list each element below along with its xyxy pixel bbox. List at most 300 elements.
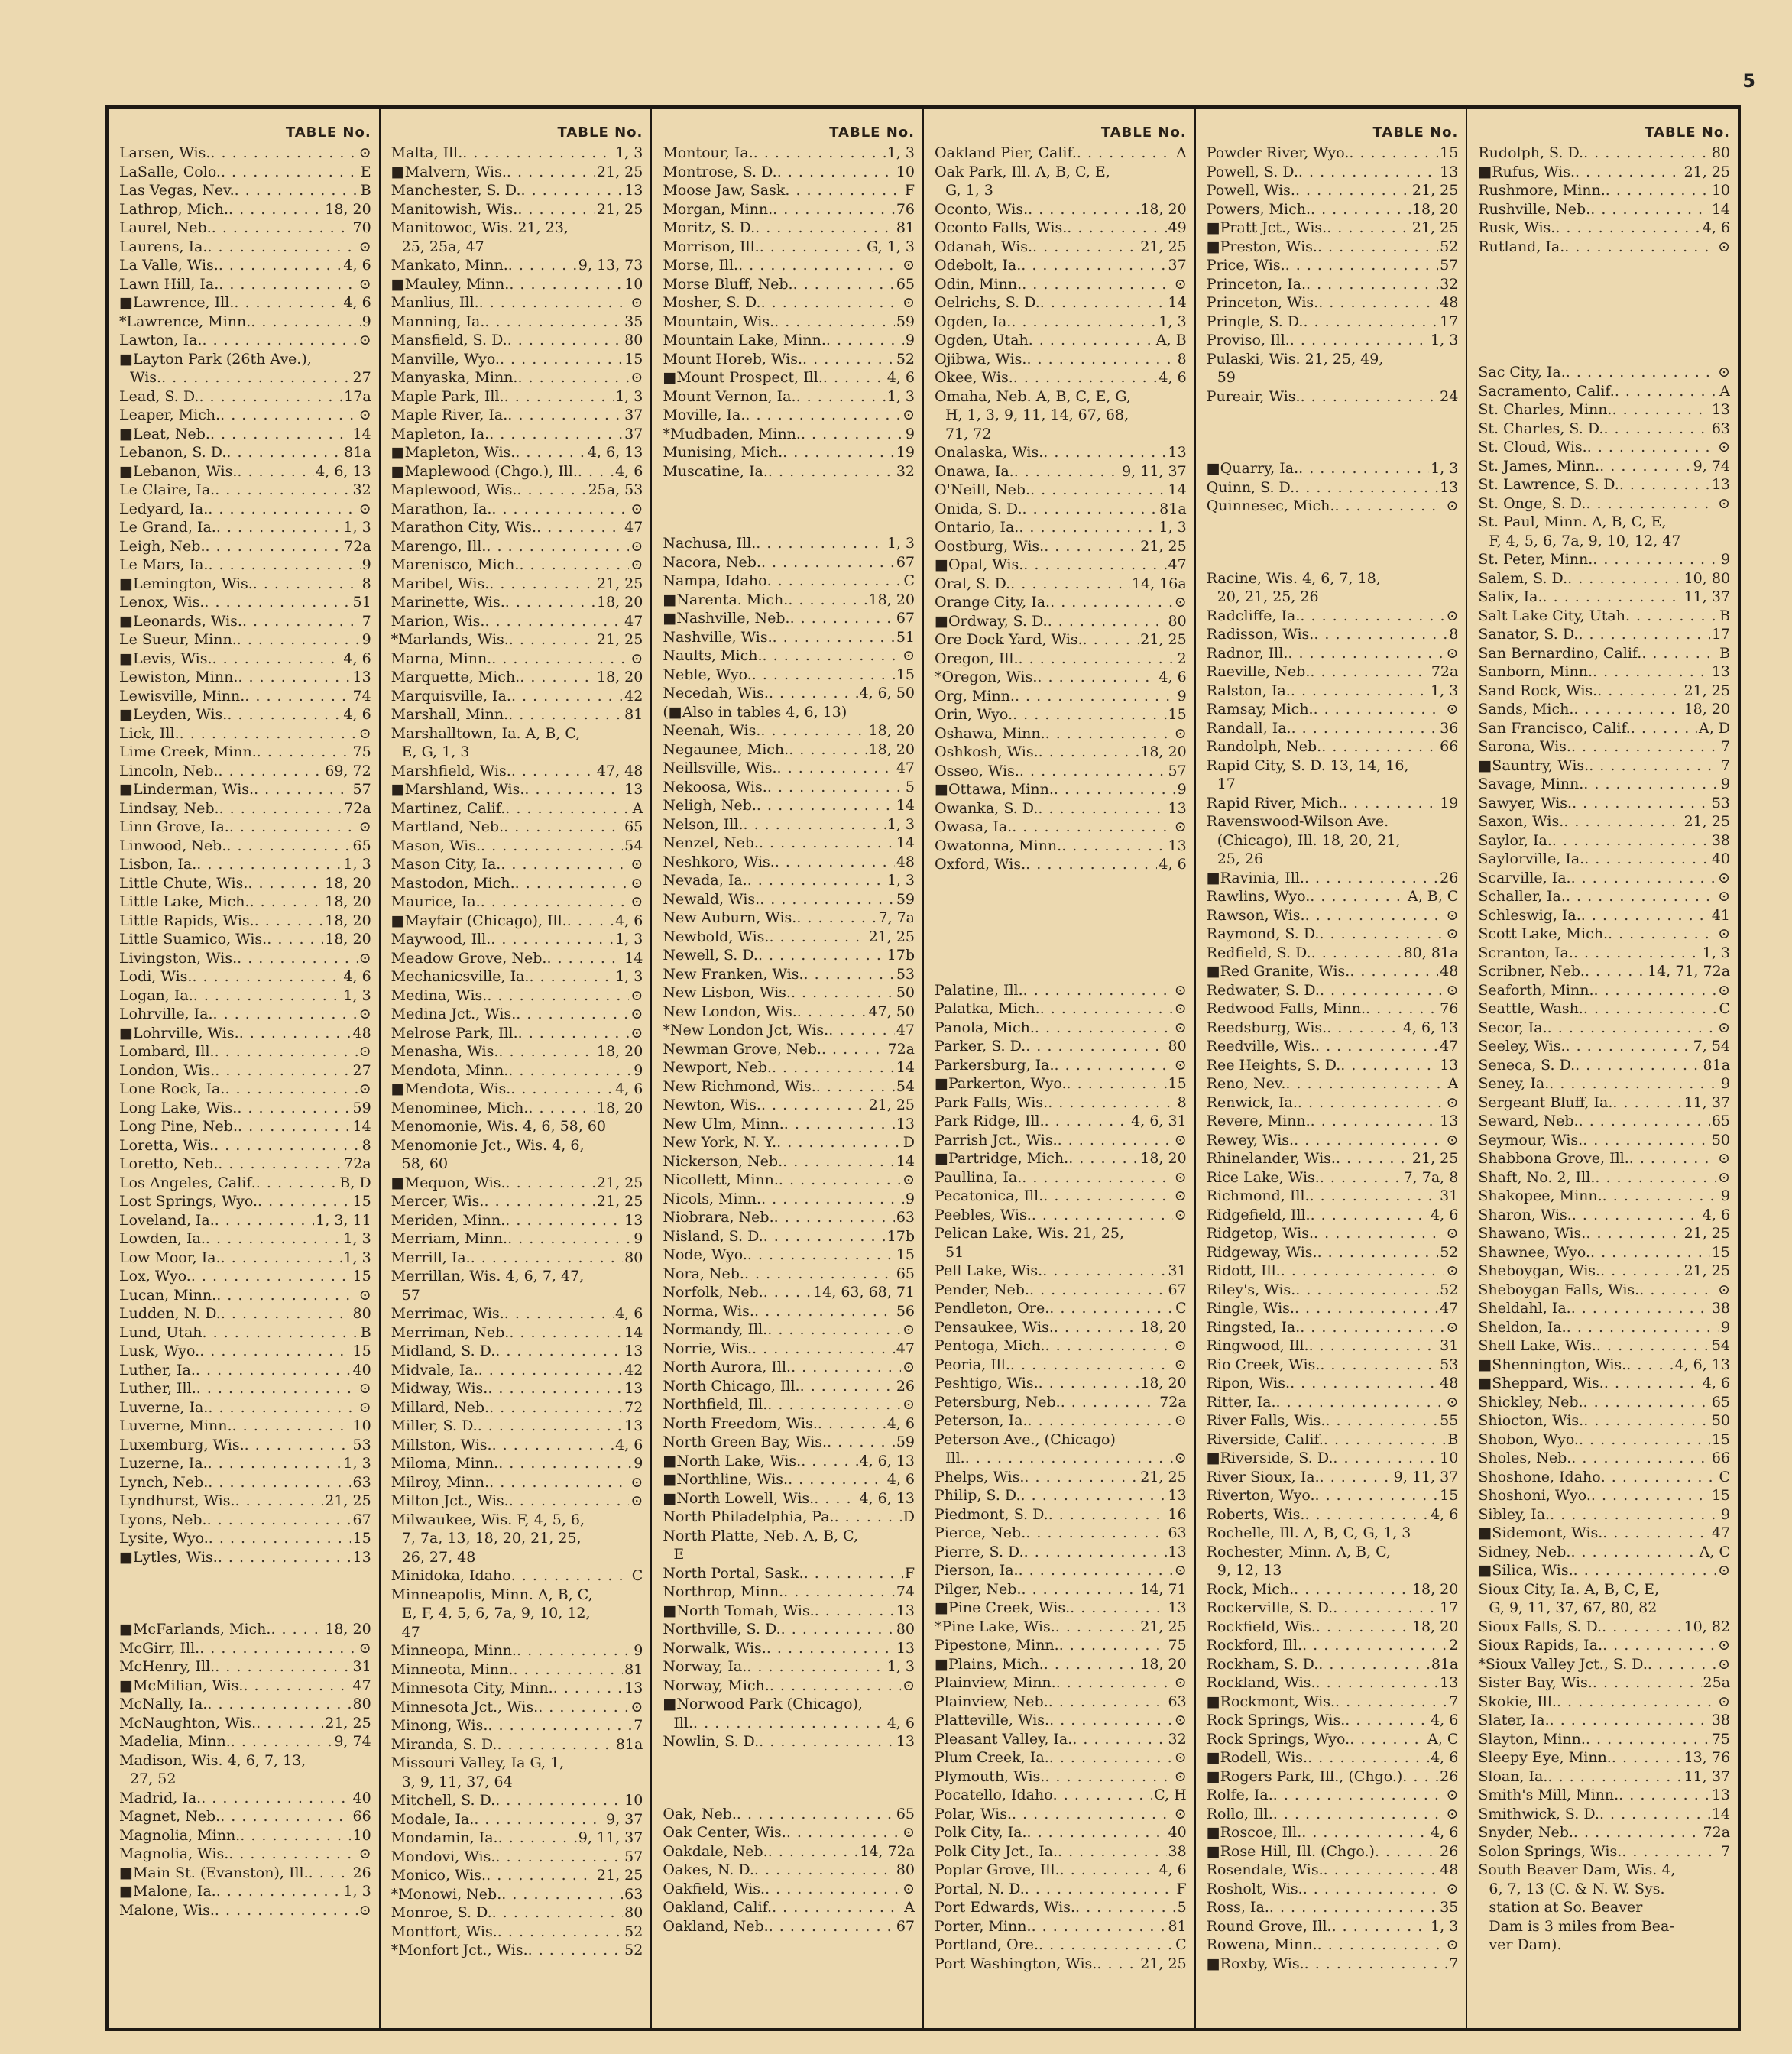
table-numbers: ⊙ — [1446, 701, 1459, 718]
station-name: 6, 7, 13 (C. & N. W. Sys. — [1489, 1880, 1665, 1897]
dot-leader — [1059, 1636, 1167, 1655]
dot-leader — [1318, 293, 1438, 313]
table-numbers: 15 — [1711, 1243, 1731, 1261]
index-entry — [935, 1955, 1187, 1974]
station-name: ■Preston, Wis. — [1206, 238, 1317, 255]
table-numbers: 4, 6 — [1158, 369, 1187, 386]
index-entry — [391, 912, 643, 931]
station-name: Rice Lake, Wis. — [1206, 1168, 1320, 1186]
station-name: F, 4, 5, 6, 7a, 9, 10, 12, 47 — [1489, 532, 1681, 549]
table-numbers: B — [1447, 1430, 1459, 1448]
dot-leader — [744, 815, 886, 834]
dot-leader — [1586, 494, 1716, 514]
dot-leader — [1602, 1618, 1682, 1637]
dot-leader — [1566, 887, 1716, 906]
table-numbers: 11, 37 — [1683, 1093, 1731, 1111]
dot-leader — [1333, 1449, 1438, 1468]
dot-leader — [1013, 368, 1158, 387]
dot-leader — [238, 668, 351, 687]
index-entry — [1207, 1093, 1459, 1113]
station-name: Orange City, Ia. — [935, 594, 1051, 611]
station-name: New York, N. Y. — [663, 1134, 777, 1151]
table-numbers: C, H — [1154, 1787, 1187, 1803]
station-name: Palatine, Ill. — [935, 981, 1023, 999]
station-name: Seaforth, Minn. — [1478, 981, 1594, 999]
dot-leader — [520, 668, 595, 687]
index-entry — [663, 871, 915, 890]
station-name: Ojibwa, Wis. — [935, 350, 1027, 368]
index-entry — [935, 1449, 1187, 1468]
table-numbers: ⊙ — [630, 1024, 643, 1042]
table-numbers: ⊙ — [1446, 1880, 1459, 1897]
table-numbers: ⊙ — [1174, 1187, 1187, 1204]
dot-leader — [196, 1379, 358, 1398]
station-name: Loretta, Wis. — [119, 1136, 215, 1154]
table-numbers: 25a — [1703, 1674, 1731, 1691]
index-entry — [1478, 1655, 1730, 1674]
index-entry — [119, 1492, 371, 1511]
station-name: Randolph, Neb. — [1206, 738, 1322, 755]
dot-leader — [1294, 1580, 1411, 1599]
dot-leader — [1327, 1019, 1402, 1038]
station-name: Northrop, Minn. — [663, 1583, 784, 1600]
station-name: Pierson, Ia. — [935, 1562, 1019, 1579]
dot-leader — [796, 909, 877, 928]
dot-leader — [1641, 644, 1718, 663]
table-numbers: ⊙ — [1174, 1767, 1187, 1785]
table-numbers: ⊙ — [1174, 1450, 1187, 1466]
table-numbers: 47 — [624, 612, 643, 630]
index-entry — [1207, 569, 1459, 588]
dot-leader — [210, 144, 357, 163]
index-entry — [1207, 313, 1459, 332]
index-entry — [119, 650, 371, 669]
index-entry — [119, 893, 371, 912]
station-name: Lund, Utah — [119, 1323, 203, 1341]
dot-leader — [1567, 569, 1682, 588]
table-numbers: 15 — [1711, 1487, 1731, 1504]
table-numbers: 53 — [1711, 794, 1731, 812]
dot-leader — [1298, 459, 1429, 478]
index-entry — [1478, 363, 1730, 382]
table-numbers: 47, 48 — [596, 762, 643, 779]
station-name: Owanka, S. D. — [935, 799, 1039, 817]
station-name: Odanah, Wis. — [935, 238, 1033, 255]
station-name: ■Lawrence, Ill. — [119, 294, 235, 311]
table-numbers: 17 — [1711, 626, 1731, 643]
table-numbers: 9 — [1720, 1075, 1731, 1092]
table-numbers: 47 — [896, 1340, 915, 1357]
index-entry — [1207, 1468, 1459, 1487]
station-name: Wis. — [130, 369, 162, 386]
dot-leader — [1332, 1917, 1430, 1936]
station-name: Manning, Ia. — [390, 313, 485, 330]
dot-leader — [213, 1005, 358, 1024]
station-name: Radcliffe, Ia. — [1206, 607, 1301, 624]
table-numbers: 14 — [896, 1059, 915, 1076]
station-name: Rockfield, Wis. — [1206, 1618, 1316, 1635]
dot-leader — [521, 181, 624, 200]
station-name: Quinn, S. D. — [1206, 478, 1295, 496]
dot-leader — [250, 893, 324, 912]
index-entry — [935, 650, 1187, 669]
dot-leader — [206, 1229, 342, 1249]
index-entry — [391, 425, 643, 444]
index-entry — [1207, 1112, 1459, 1131]
table-numbers: 10 — [896, 163, 915, 180]
table-numbers: ⊙ — [630, 874, 643, 892]
index-entry — [1478, 1374, 1730, 1393]
table-numbers: 18, 20 — [1411, 200, 1459, 218]
table-numbers: ⊙ — [358, 1380, 371, 1397]
index-entry — [663, 1003, 915, 1022]
station-name: ■Rodell, Wis. — [1206, 1749, 1308, 1766]
dot-leader — [546, 949, 623, 968]
table-numbers: ⊙ — [630, 987, 643, 1004]
dot-leader — [1029, 331, 1155, 350]
index-entry — [1478, 382, 1730, 401]
table-numbers: 13 — [624, 1680, 643, 1696]
table-numbers: ⊙ — [1446, 906, 1459, 924]
table-numbers: 47 — [896, 1022, 915, 1038]
index-entry — [663, 1564, 915, 1583]
index-entry — [391, 1492, 643, 1511]
index-entry — [391, 387, 643, 407]
table-numbers: 38 — [1168, 1842, 1187, 1860]
station-name: Rochester, Minn. A, B, C, — [1206, 1543, 1392, 1560]
station-name: Oshawa, Minn. — [935, 724, 1045, 742]
dot-leader — [1602, 1187, 1719, 1206]
table-numbers: ⊙ — [1446, 644, 1459, 662]
station-name: Snyder, Neb. — [1478, 1824, 1573, 1841]
dot-leader — [196, 1361, 352, 1380]
index-entry — [935, 999, 1187, 1019]
index-entry — [1207, 350, 1459, 369]
index-entry — [391, 1604, 643, 1623]
index-entry — [1207, 1374, 1459, 1393]
dot-leader — [498, 1042, 595, 1061]
table-numbers: 32 — [896, 462, 915, 480]
station-name: *Lawrence, Minn. — [119, 313, 251, 330]
station-name: Milwaukee, Wis. F, 4, 5, 6, — [390, 1511, 585, 1528]
dot-leader — [1291, 719, 1439, 738]
station-name: Richmond, Ill. — [1206, 1187, 1310, 1204]
dot-leader — [1583, 775, 1719, 794]
station-name: Pierce, Neb. — [935, 1524, 1026, 1541]
station-name: Manlius, Ill. — [390, 294, 479, 311]
table-numbers: 9 — [1720, 776, 1731, 792]
index-entry — [119, 1286, 371, 1305]
index-entry — [391, 630, 643, 650]
table-numbers: 1, 3 — [615, 144, 643, 161]
index-entry — [663, 983, 915, 1003]
dot-leader — [781, 1620, 895, 1639]
index-entry — [391, 1417, 643, 1436]
table-numbers: 9 — [361, 313, 371, 330]
dot-leader — [769, 684, 858, 703]
dot-leader — [1045, 1336, 1173, 1356]
dot-leader — [1301, 1823, 1429, 1842]
dot-leader — [210, 425, 352, 444]
index-entry — [391, 350, 643, 369]
dot-leader — [216, 518, 342, 537]
dot-leader — [1573, 1823, 1702, 1842]
index-entry — [391, 1810, 643, 1829]
station-name: Salem, S. D. — [1478, 569, 1568, 587]
table-numbers: B, D — [339, 1174, 371, 1191]
table-numbers: ⊙ — [1446, 1805, 1459, 1822]
table-numbers: 18, 20 — [1411, 1618, 1459, 1635]
station-name: *Pine Lake, Wis. — [935, 1618, 1055, 1635]
dot-leader — [1026, 1524, 1166, 1543]
table-numbers: 52 — [1440, 1281, 1459, 1298]
station-name: Plainview, Neb. — [935, 1693, 1048, 1710]
dot-leader — [212, 650, 342, 669]
dot-leader — [203, 1323, 359, 1343]
index-entry — [1207, 200, 1459, 219]
index-entry — [1207, 144, 1459, 163]
table-numbers: ⊙ — [358, 818, 371, 835]
index-entry — [119, 1136, 371, 1155]
index-entry — [1207, 219, 1459, 238]
station-name: Oakland, Calif. — [663, 1899, 773, 1916]
dot-leader — [756, 534, 885, 553]
station-name: Marquisville, Ia. — [390, 687, 511, 705]
index-entry — [663, 1639, 915, 1658]
index-entry — [935, 1898, 1187, 1917]
station-name: Rockham, S. D. — [1206, 1655, 1319, 1673]
station-name: Merrimac, Wis. — [390, 1305, 504, 1322]
dot-leader — [790, 609, 895, 628]
station-name: 17 — [1217, 776, 1236, 792]
station-name: Lysite, Wyo. — [119, 1530, 209, 1547]
table-numbers: 4, 6, 50 — [859, 685, 915, 701]
index-entry — [1478, 1393, 1730, 1412]
table-numbers: 4, 6 — [343, 706, 371, 723]
dot-leader — [1606, 181, 1710, 200]
dot-leader — [196, 855, 342, 874]
index-entry — [1207, 700, 1459, 719]
index-entry — [391, 163, 643, 182]
station-name: Price, Wis. — [1206, 257, 1285, 274]
dot-leader — [1335, 1693, 1447, 1712]
index-entry — [391, 1941, 643, 1960]
station-name: Montour, Ia. — [663, 144, 753, 161]
table-numbers: 13 — [624, 1417, 643, 1434]
dot-leader — [1285, 256, 1439, 275]
station-name: Oak Park, Ill. A, B, C, E, — [935, 163, 1110, 180]
dot-leader — [538, 1698, 629, 1717]
station-name: Marinette, Wis. — [390, 594, 505, 611]
index-entry — [663, 1208, 915, 1227]
dot-leader — [1310, 1187, 1439, 1206]
station-name: Peterson Ave., (Chicago) — [935, 1430, 1116, 1448]
table-numbers: 14 — [624, 949, 643, 967]
table-numbers: 15 — [1168, 706, 1187, 723]
table-numbers: 15 — [624, 350, 643, 368]
index-entry — [935, 1336, 1187, 1356]
dot-leader — [1572, 1206, 1701, 1225]
table-numbers: 18, 20 — [325, 874, 371, 892]
station-name: ■Lemington, Wis. — [119, 575, 253, 592]
table-numbers: 18, 20 — [596, 1099, 643, 1116]
station-name: Lombard, Ill. — [119, 1043, 215, 1060]
index-entry — [663, 1695, 915, 1714]
table-numbers: 67 — [352, 1511, 371, 1528]
index-entry — [1207, 1561, 1459, 1580]
index-entry — [1478, 1299, 1730, 1318]
station-name: ■Sauntry, Wis. — [1478, 756, 1589, 774]
dot-leader — [258, 1192, 351, 1211]
index-entry — [935, 1299, 1187, 1318]
index-entry — [663, 1152, 915, 1171]
station-name: Medina Jct., Wis. — [390, 1006, 517, 1022]
station-name: St. Paul, Minn. A, B, C, E, — [1478, 514, 1667, 530]
dot-leader — [1070, 1599, 1166, 1618]
dot-leader — [229, 818, 358, 837]
index-entry — [935, 1056, 1187, 1075]
station-name: North Portal, Sask. — [663, 1564, 804, 1582]
table-numbers: 65 — [352, 837, 371, 854]
dot-leader — [1039, 1374, 1139, 1393]
dot-leader — [1578, 625, 1709, 644]
station-name: Owasa, Ia. — [935, 818, 1013, 835]
station-name: Sloan, Ia. — [1478, 1767, 1548, 1785]
station-name: Newbold, Wis. — [663, 928, 770, 945]
table-numbers: 21, 25 — [1140, 1618, 1187, 1635]
index-entry — [119, 724, 371, 744]
index-entry — [1478, 475, 1730, 494]
index-entry — [935, 1149, 1187, 1168]
index-entry — [935, 200, 1187, 219]
table-numbers: 10 — [1440, 1450, 1459, 1466]
dot-leader — [769, 928, 867, 947]
table-numbers: 21, 25 — [1683, 813, 1731, 830]
station-name: River Falls, Wis. — [1206, 1412, 1326, 1429]
table-numbers: 4, 6 — [615, 1305, 643, 1322]
station-name: ■Mount Prospect, Ill. — [663, 369, 823, 386]
station-name: 47 — [401, 1623, 420, 1641]
table-numbers: 9, 13, 73 — [578, 257, 643, 274]
station-name: ■Rogers Park, Ill., (Chgo.) — [1206, 1767, 1403, 1785]
index-entry — [119, 874, 371, 893]
dot-leader — [1075, 1898, 1176, 1917]
station-name: Orin, Wyo. — [935, 706, 1013, 723]
index-entry — [663, 313, 915, 332]
table-numbers: 13 — [352, 669, 371, 685]
index-entry — [391, 668, 643, 687]
station-name: Schaller, Ia. — [1478, 888, 1566, 905]
table-numbers: 10, 80 — [1683, 569, 1731, 587]
station-name: North Aurora, Ill. — [663, 1359, 792, 1375]
index-entry — [391, 275, 643, 294]
dot-leader — [1319, 925, 1444, 944]
index-entry — [1478, 1842, 1730, 1861]
dot-leader — [1324, 1430, 1447, 1450]
index-entry — [663, 293, 915, 313]
station-name: Negaunee, Mich. — [663, 740, 789, 758]
station-name: Plum Creek, Ia. — [935, 1749, 1049, 1766]
station-name: Oakfield, Wis. — [663, 1880, 766, 1897]
index-entry — [119, 1436, 371, 1455]
table-numbers: 72a — [1431, 663, 1459, 680]
dot-leader — [1303, 313, 1438, 332]
station-name: Smithwick, S. D. — [1478, 1805, 1599, 1822]
table-numbers: 26 — [1440, 1842, 1459, 1860]
dot-leader — [1290, 331, 1429, 350]
index-entry — [119, 1398, 371, 1417]
index-entry — [119, 350, 371, 369]
table-numbers: ⊙ — [1718, 1655, 1731, 1673]
table-numbers: 13 — [1168, 799, 1187, 817]
dot-leader — [1316, 1673, 1439, 1693]
dot-leader — [1054, 780, 1176, 799]
table-numbers: 1, 3 — [886, 387, 915, 405]
table-numbers: 18, 20 — [325, 912, 371, 929]
station-name: Marengo, Ill. — [390, 537, 487, 555]
index-entry — [391, 1323, 643, 1343]
station-name: Ontario, Ia. — [935, 519, 1019, 536]
table-numbers: 81 — [624, 706, 643, 723]
station-name: Odin, Minn. — [935, 275, 1022, 293]
table-numbers: 21, 25 — [596, 1867, 643, 1884]
index-entry — [935, 1074, 1187, 1093]
index-entry — [1478, 200, 1730, 219]
dot-leader — [1024, 1543, 1167, 1562]
station-name: Lusk, Wyo. — [119, 1343, 200, 1359]
station-name: Millston, Wis. — [390, 1436, 492, 1453]
index-entry — [663, 553, 915, 572]
table-numbers: ⊙ — [358, 407, 371, 423]
station-name: ■Maplewood (Chgo.), Ill. — [390, 462, 578, 480]
dot-leader — [784, 1115, 895, 1134]
index-entry — [935, 1262, 1187, 1281]
table-numbers: ⊙ — [358, 724, 371, 742]
index-entry — [1207, 1748, 1459, 1767]
index-entry — [119, 1620, 371, 1639]
dot-leader — [254, 780, 351, 799]
station-name: Long Pine, Neb. — [119, 1118, 238, 1135]
table-numbers: 35 — [1440, 1899, 1459, 1916]
table-numbers: 18, 20 — [1411, 1580, 1459, 1598]
index-entry — [1478, 1936, 1730, 1955]
index-entry — [1207, 1281, 1459, 1300]
dot-leader — [507, 1229, 632, 1249]
dot-leader — [760, 890, 895, 909]
index-entry — [1207, 1224, 1459, 1243]
station-name: Scarville, Ia. — [1478, 869, 1571, 886]
index-entry — [663, 1861, 915, 1880]
table-numbers: 63 — [1168, 1693, 1187, 1710]
station-name: Shabbona Grove, Ill. — [1478, 1150, 1629, 1167]
station-name: Nisland, S. D. — [663, 1227, 763, 1245]
table-numbers: 13 — [1711, 476, 1731, 493]
table-numbers: 21, 25 — [1411, 219, 1459, 236]
station-name: Northville, S. D. — [663, 1621, 781, 1638]
index-entry — [1478, 794, 1730, 813]
dot-leader — [1295, 478, 1438, 497]
index-entry — [1207, 1767, 1459, 1787]
index-entry — [663, 1823, 915, 1842]
dot-leader — [271, 1620, 323, 1639]
table-numbers: 14, 63, 68, 71 — [813, 1284, 915, 1301]
index-entry — [1207, 1880, 1459, 1899]
station-name: Nicols, Minn. — [663, 1190, 762, 1207]
station-name: Le Claire, Ia. — [119, 481, 215, 498]
station-name: Quinnesec, Mich. — [1206, 497, 1335, 514]
station-name: ■Red Granite, Wis. — [1206, 963, 1350, 980]
dot-leader — [1295, 181, 1411, 200]
